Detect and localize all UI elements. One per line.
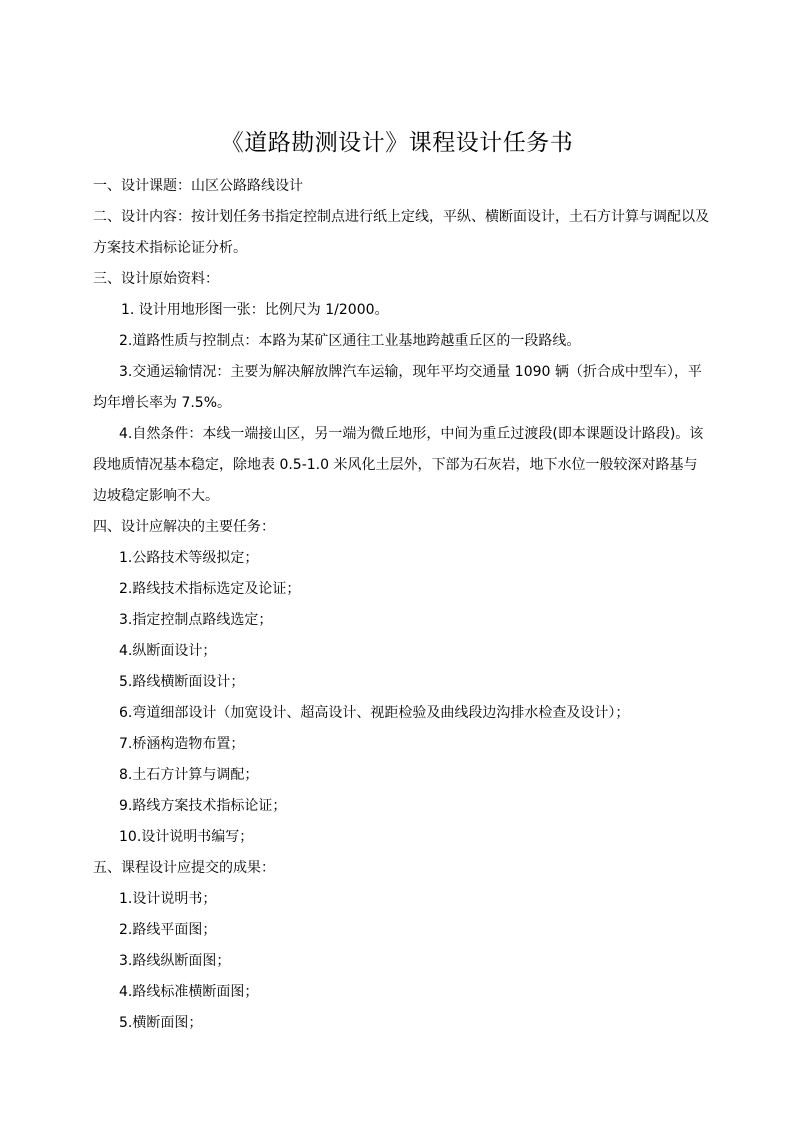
section-5-heading: 五、课程设计应提交的成果： — [93, 860, 275, 876]
section-5-item: 1.设计说明书； — [119, 891, 217, 907]
section-4-item: 10.设计说明书编写； — [119, 829, 254, 845]
section-2-design-content: 二、设计内容：按计划任务书指定控制点进行纸上定线，平纵、横断面设计，土石方计算与调配以及方案技术指标论证分析。 — [93, 209, 709, 256]
section-5-item: 2.路线平面图； — [119, 922, 217, 938]
document-title: 《道路勘测设计》课程设计任务书 — [220, 130, 574, 156]
section-3-item-2: 2.道路性质与控制点：本路为某矿区通往工业基地跨越重丘区的一段路线。 — [119, 333, 581, 349]
section-3-item-1: 1. 设计用地形图一张：比例尺为 1/2000。 — [121, 302, 389, 318]
section-1-design-topic: 一、设计课题：山区公路路线设计 — [93, 178, 303, 194]
section-3-heading: 三、设计原始资料： — [93, 271, 219, 287]
section-4-item: 4.纵断面设计； — [119, 643, 217, 659]
section-4-item: 5.路线横断面设计； — [119, 674, 245, 690]
section-3-item-3: 3.交通运输情况：主要为解决解放牌汽车运输，现年平均交通量 1090 辆（折合成中型车），平均年增长率为 7.5%。 — [93, 364, 702, 411]
section-4-item: 6.弯道细部设计（加宽设计、超高设计、视距检验及曲线段边沟排水检查及设计）； — [119, 705, 630, 721]
section-4-heading: 四、设计应解决的主要任务： — [93, 519, 275, 535]
section-5-item: 4.路线标准横断面图； — [119, 984, 259, 1000]
section-4-item: 9.路线方案技术指标论证； — [119, 798, 287, 814]
section-4-item: 2.路线技术指标选定及论证； — [119, 581, 301, 597]
section-5-item: 5.横断面图； — [119, 1015, 203, 1031]
section-4-item: 8.土石方计算与调配； — [119, 767, 259, 783]
section-5-item: 3.路线纵断面图； — [119, 953, 231, 969]
section-4-item: 3.指定控制点路线选定； — [119, 612, 273, 628]
section-3-item-4: 4.自然条件：本线一端接山区，另一端为微丘地形，中间为重丘过渡段(即本课题设计路段)。该段地质情况基本稳定，除地表 0.5-1.0 米风化土层外，下部为石灰岩，地下水位一般较深对路基与边坡稳定影响不大。 — [93, 426, 704, 504]
section-4-item: 7.桥涵构造物布置； — [119, 736, 245, 752]
document-body — [93, 171, 711, 1039]
section-4-item: 1.公路技术等级拟定； — [119, 550, 259, 566]
